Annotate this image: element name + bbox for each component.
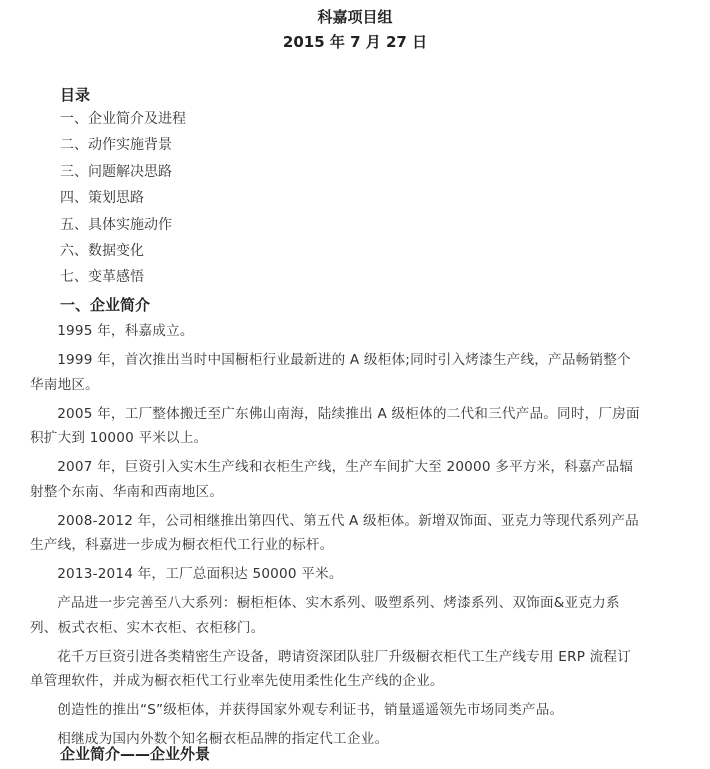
paragraph: 1999 年，首次推出当时中国橱柜行业最新进的 A 级柜体;同时引入烤漆生产线，产品畅销整个华南地区。 [30,352,631,393]
paragraph: 相继成为国内外数个知名橱衣柜品牌的指定代工企业。 [57,731,389,747]
paragraph: 2008-2012 年，公司相继推出第四代、第五代 A 级柜体。新增双饰面、亚克力等现代系列产品生产线，科嘉进一步成为橱衣柜代工行业的标杆。 [30,512,639,553]
paragraph: 花千万巨资引进各类精密生产设备，聘请资深团队驻厂升级橱衣柜代工生产线专用 ERP 流程订单管理软件，并成为橱衣柜代工行业率先使用柔性化生产线的企业。 [30,648,632,689]
toc-item: 一、企业简介及进程 [60,111,186,127]
toc-item: 二、动作实施背景 [60,137,172,154]
toc-item: 五、具体实施动作 [60,216,172,233]
paragraph: 1995 年，科嘉成立。 [57,323,194,339]
paragraph: 产品进一步完善至八大系列：橱柜柜体、实木系列、吸塑系列、烤漆系列、双饰面&亚克力系列、板式衣柜、实木衣柜、衣柜移门。 [30,595,620,636]
document-date: 2015 年 7 月 27 日 [282,33,428,51]
toc-item: 四、策划思路 [60,190,144,207]
document-title: 科嘉项目组 [317,8,393,26]
paragraph: 2013-2014 年，工厂总面积达 50000 平米。 [57,566,343,582]
toc-item: 七、变革感悟 [60,269,144,286]
toc-heading: 目录 [60,86,91,104]
section-heading: 一、企业简介 [60,296,151,314]
section-body [30,319,642,756]
paragraph: 创造性的推出“S”级柜体，并获得国家外观专利证书，销量遥遥领先市场同类产品。 [57,702,564,718]
paragraph: 2005 年，工厂整体搬迁至广东佛山南海，陆续推出 A 级柜体的二代和三代产品。同时，厂房面积扩大到 10000 平米以上。 [30,405,640,446]
table-of-contents [60,108,186,293]
toc-item: 六、数据变化 [60,242,144,259]
toc-item: 三、问题解决思路 [60,163,172,180]
section-heading: 企业简介——企业外景 [60,745,211,763]
paragraph: 2007 年，巨资引入实木生产线和衣柜生产线，生产车间扩大至 20000 多平方米，科嘉产品辐射整个东南、华南和西南地区。 [30,459,634,500]
